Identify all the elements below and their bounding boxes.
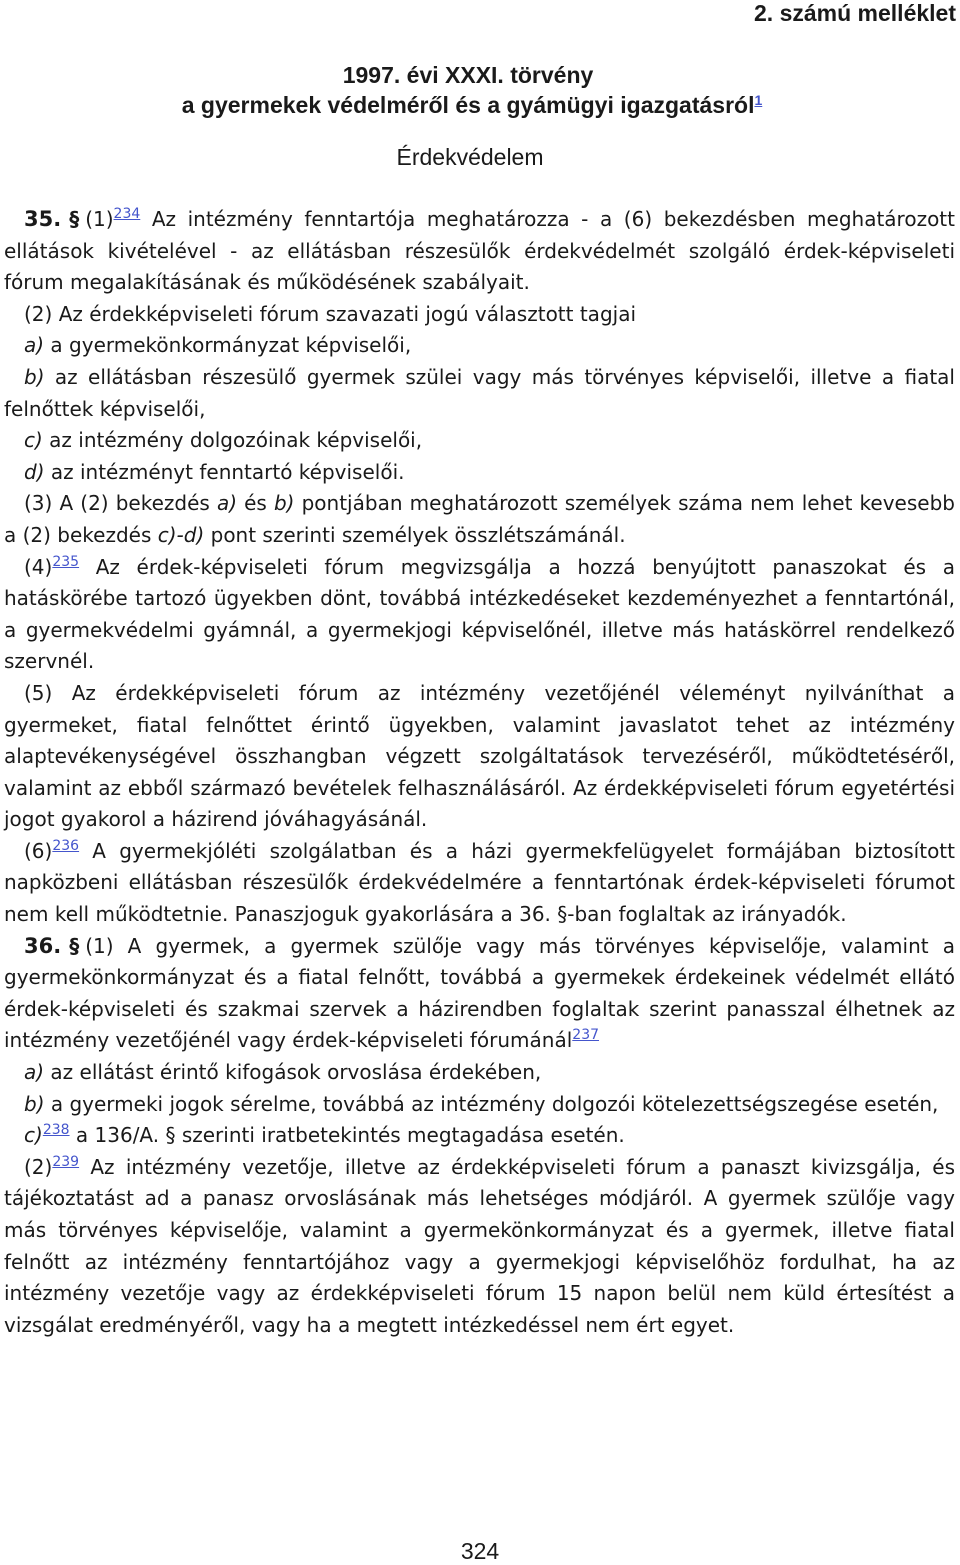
point-ref: b) [273,491,295,516]
text-run: és [237,491,274,516]
point-label: a) [24,1060,45,1085]
section-sign: § [69,207,80,231]
law-title: 1997. évi XXXI. törvény [342,62,594,88]
text-run: pontjában meghatározott személyek száma nem lehet kevesebb a (2) bekezdés [4,491,955,547]
footnote-link[interactable]: 238 [42,1122,70,1139]
footnote-link[interactable]: 239 [52,1153,80,1170]
point-label: d) [24,459,45,484]
point-label: c) [24,428,43,453]
paragraph-35-5: (5) Az érdekképviseleti fórum az intézmény vezetőjénél véleményt nyilváníthat a gyermeket, fiatal felnőttet érintő ügyekben, valamint javaslatot tehet az intézmény alaptevékenységével összhangban végzett szolgáltatások tervezéséről, működtetéséről, valamint az ebből származó bevételek felhasználásáról. Az érdekképviseleti fórum egyetértési jogot gyakorol a házirend jóváhagyásánál. [4,680,955,832]
paragraph-35-2: (2) Az érdekképviseleti fórum szavazati jogú választott tagjai [24,301,637,326]
point-36-1-b [4,1089,955,1121]
law-text [4,204,955,1341]
paragraph-lead: (6) [24,838,53,863]
point-35-2-a [4,330,955,362]
point-label: b) [24,364,45,389]
point-35-2-c [4,425,955,457]
section-sign: § [69,933,80,958]
law-subject-text: a gyermekek védelméről és a gyámügyi igazgatásról [181,92,755,118]
text-run: (3) A (2) bekezdés [24,491,217,516]
section-number: 36. [24,933,62,958]
paragraph-35-6 [4,836,955,931]
paragraph-36-1 [4,931,955,1057]
section-heading: Érdekvédelem [396,144,544,170]
point-35-2-b [4,362,955,425]
annex-label: 2. számú melléklet [754,0,956,26]
footnote-link[interactable]: 1 [754,92,763,108]
paragraph-text: Az intézmény vezetője, illetve az érdekképviseleti fórum a panaszt kivizsgálja, és tájékoztatást ad a panasz orvoslásának más lehetséges módjáról. A gyermek szülője vagy más törvényes képviselője, valamint a gyermekönkormányzat és a gyermek, illetve fiatal felnőtt az intézmény fenntartójához vagy a gyermekjogi képviselőhöz fordulhat, ha az intézmény vezetője vagy az érdekképviseleti fórum 15 napon belül nem küld értesítést a vizsgálat eredményéről, vagy ha a megtett intézkedéssel nem ért egyet. [4,1154,955,1337]
paragraph-35-4 [4,552,955,678]
paragraph-text: Az érdek-képviseleti fórum megvizsgálja a hozzá benyújtott panaszokat és a hatáskörébe tartozó ügyekben dönt, továbbá intézkedéseket kezdeményezhet a fenntartónál, a gyermekvédelmi gyámnál, a gyermekjogi képviselőnél, illetve más hatáskörrel rendelkező szervnél. [4,554,955,674]
section-number: 35. [24,207,62,231]
text-run: pont szerinti személyek összlétszámánál. [204,522,626,547]
point-text: az ellátást érintő kifogások orvoslása érdekében, [44,1060,542,1085]
page-number: 324 [460,1538,500,1564]
paragraph-lead: (1) [85,207,114,231]
point-text: az intézményt fenntartó képviselői. [44,459,405,484]
point-35-2-d [4,457,955,489]
point-text: az ellátásban részesülő gyermek szülei vagy más törvényes képviselői, illetve a fiatal felnőttek képviselői, [4,364,955,421]
point-36-1-c [4,1120,955,1152]
paragraph-35-3 [4,488,955,551]
point-ref: c)-d) [157,522,205,547]
point-text: a gyermeki jogok sérelme, továbbá az intézmény dolgozói kötelezettségszegése esetén, [44,1091,939,1116]
point-label: b) [24,1091,45,1116]
point-label: c) [24,1123,43,1148]
paragraph-text: A gyermekjóléti szolgálatban és a házi gyermekfelügyelet formájában biztosított napközbeni ellátásban részesülők érdekvédelmére a fenntartónak érdek-képviseleti fórumot nem kell működtetnie. Panaszjoguk gyakorlására a 36. §-ban foglaltak az irányadók. [4,838,955,927]
law-subject [0,92,952,119]
point-label: a) [24,333,45,358]
point-text: az intézmény dolgozóinak képviselői, [42,428,423,453]
paragraph-text: (1) A gyermek, a gyermek szülője vagy más törvényes képviselője, valamint a gyermekönkormányzat és a fiatal felnőtt, továbbá a gyermekek érdekeinek védelmét ellátó érdek-képviseleti és szakmai szervek a házirendben foglaltak szerint panasszal élhetnek az intézmény vezetőjénél vagy érdek-képviseleti fórumánál [4,933,955,1053]
paragraph-lead: (4) [24,554,53,579]
footnote-link[interactable]: 236 [52,837,80,854]
footnote-link[interactable]: 234 [113,206,141,222]
point-ref: a) [216,491,237,516]
paragraph-36-2 [4,1152,955,1342]
point-36-1-a [4,1057,955,1089]
paragraph-text: Az intézmény fenntartója meghatározza - a (6) bekezdésben meghatározott ellátások kivételével - az ellátásban részesülők érdekvédelmét szolgáló érdek-képviseleti fórum megalakításának és működésének szabályait. [4,207,955,295]
footnote-link[interactable]: 235 [52,553,80,570]
footnote-link[interactable]: 237 [572,1027,600,1044]
paragraph-35-1 [4,204,955,299]
point-text: a 136/A. § szerinti iratbetekintés megtagadása esetén. [69,1123,625,1148]
point-text: a gyermekönkormányzat képviselői, [44,333,412,358]
paragraph-lead: (2) [24,1154,53,1179]
